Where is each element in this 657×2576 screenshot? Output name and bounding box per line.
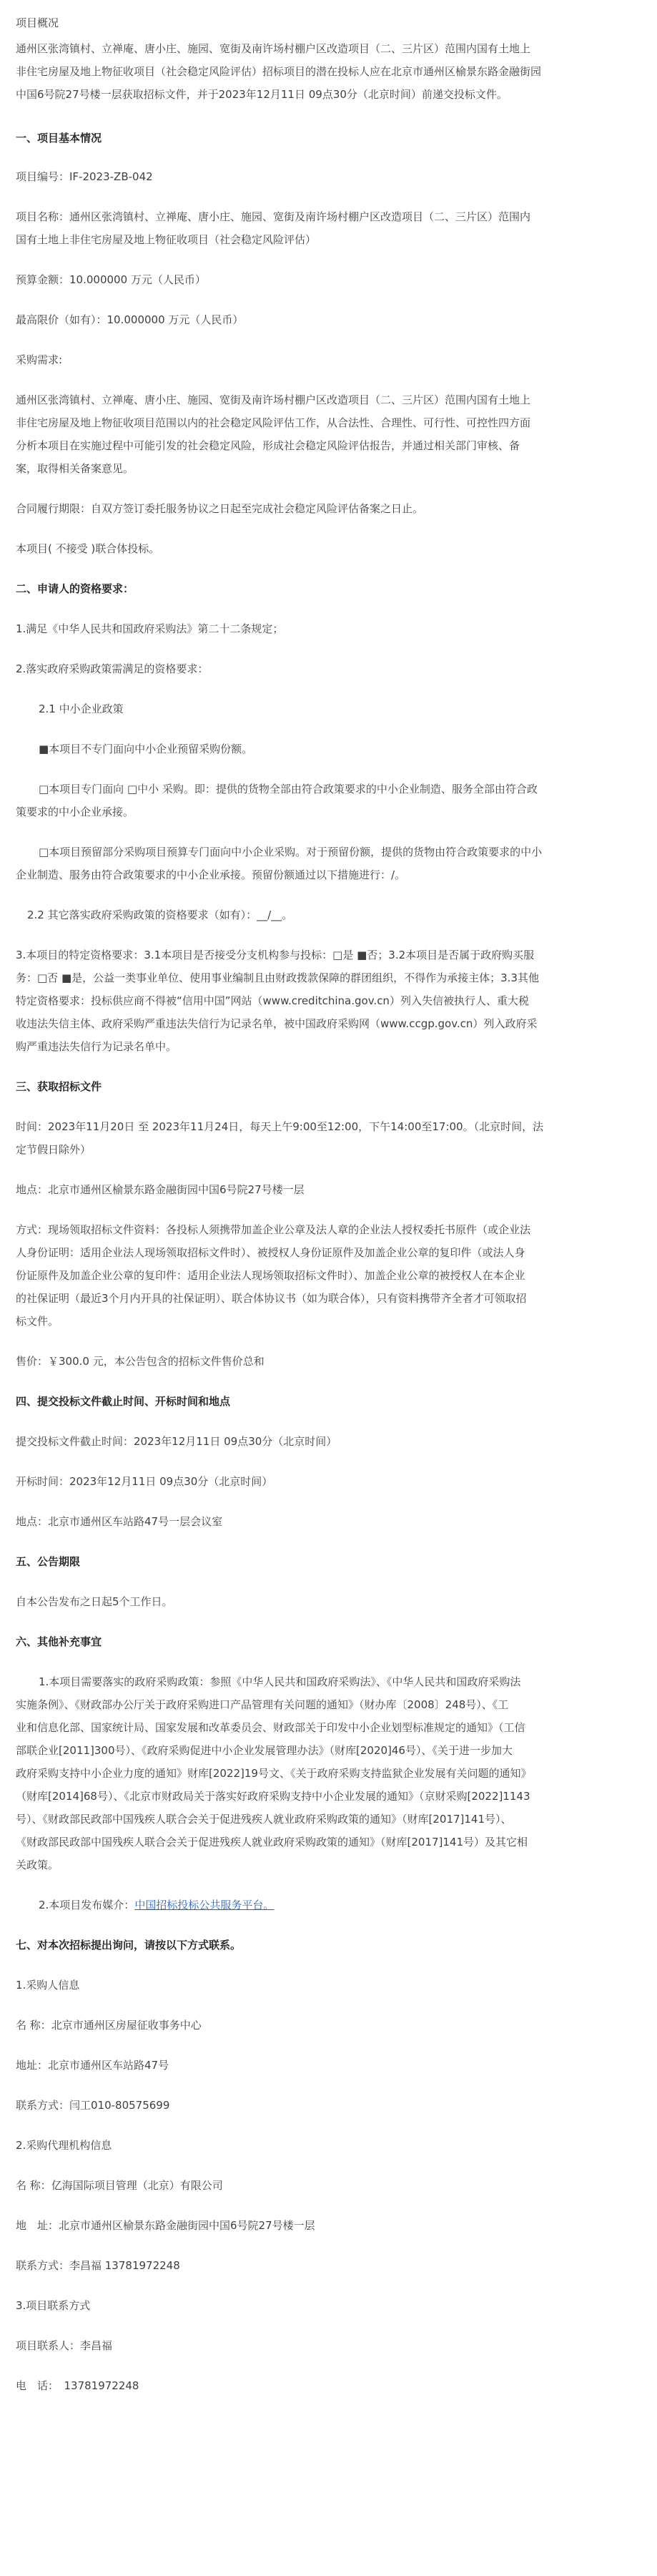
budget-amount: 预算金额：10.000000 万元（人民币） [16, 273, 206, 286]
project-name: 国有土地上非住宅房屋及地上物征收项目（社会稳定风险评估） [16, 233, 317, 246]
opening-time: 开标时间：2023年12月11日 09点30分（北京时间） [16, 1475, 273, 1488]
opening-location: 地点：北京市通州区车站路47号一层会议室 [16, 1515, 223, 1528]
qualification-item: 1.满足《中华人民共和国政府采购法》第二十二条规定； [16, 622, 284, 635]
purchaser-address: 地址：北京市通州区车站路47号 [16, 2059, 169, 2072]
overview-text: 通州区张湾镇村、立禅庵、唐小庄、施园、宽街及南许场村棚户区改造项目（二、三片区）范围内国有土地上 [16, 42, 531, 55]
sme-policy-option: 策要求的中小企业承接。 [16, 805, 134, 818]
contact-subheading: 1.采购人信息 [16, 1979, 80, 1992]
agency-contact: 联系方式：李昌福 13781972248 [16, 2259, 180, 2272]
document-location: 地点：北京市通州区榆景东路金融街园中国6号院27号楼一层 [16, 1183, 305, 1196]
document-time: 定节假日除外） [16, 1143, 92, 1156]
section-heading: 三、获取招标文件 [16, 1080, 102, 1093]
overview-label: 项目概况 [16, 16, 59, 29]
specific-requirement: 收违法失信主体、政府采购严重违法失信行为记录名单，被中国政府采购网（www.ccgp.gov.cn）列入政府采 [16, 1017, 538, 1030]
document-method: 人身份证明：适用企业法人现场领取招标文件时）、被授权人身份证原件及加盖企业公章的复印件（或法人身 [16, 1246, 525, 1259]
max-price: 最高限价（如有）：10.000000 万元（人民币） [16, 313, 244, 326]
section-heading: 七、对本次招标提出询问，请按以下方式联系。 [16, 1939, 242, 1951]
section-heading: 二、申请人的资格要求： [16, 582, 134, 595]
procurement-requirement-text: 案，取得相关备案意见。 [16, 462, 134, 475]
sme-policy-option: □本项目专门面向 □中小 采购。即：提供的货物全部由符合政策要求的中小企业制造、服务全部由符合政 [39, 783, 538, 795]
sme-policy-heading: 2.1 中小企业政策 [39, 702, 124, 715]
specific-requirement: 3.本项目的特定资格要求：3.1本项目是否接受分支机构参与投标：□是 ■否；3.2本项目是否属于政府购买服 [16, 949, 535, 961]
sme-policy-option: □本项目预留部分采购项目预算专门面向中小企业采购。对于预留份额，提供的货物由符合政策要求的中小 [39, 846, 543, 858]
policy-text: 政府采购支持中小企业力度的通知》财库[2022]19号文、《关于政府采购支持监狱企业发展有关问题的通知》 [16, 1767, 532, 1780]
document-time: 时间：2023年11月20日 至 2023年11月24日，每天上午9:00至12:00，下午14:00至17:00。（北京时间，法 [16, 1120, 544, 1133]
policy-text: 号）、《财政部民政部中国残疾人联合会关于促进残疾人就业政府采购政策的通知》（财库[2017]141号）、 [16, 1813, 512, 1826]
project-contact-phone: 电 话： 13781972248 [16, 2379, 139, 2392]
document-method: 方式：现场领取招标文件资料：各投标人须携带加盖企业公章及法人章的企业法人授权委托书原件（或企业法 [16, 1223, 531, 1236]
section-heading: 六、其他补充事宜 [16, 1635, 102, 1648]
policy-text: 关政策。 [16, 1858, 59, 1871]
section-heading: 五、公告期限 [16, 1555, 81, 1568]
contact-subheading: 3.项目联系方式 [16, 2299, 91, 2312]
purchaser-name: 名 称：北京市通州区房屋征收事务中心 [16, 2019, 202, 2032]
section-heading: 四、提交投标文件截止时间、开标时间和地点 [16, 1395, 231, 1408]
specific-requirement: 购严重违法失信行为记录名单中。 [16, 1040, 177, 1053]
project-contact-person: 项目联系人：李昌福 [16, 2339, 113, 2352]
sme-policy-option: ■本项目不专门面向中小企业预留采购份额。 [39, 743, 253, 755]
procurement-requirement-text: 非住宅房屋及地上物征收项目范围以内的社会稳定风险评估工作，从合法性、合理性、可行性、可控性四方面 [16, 416, 531, 429]
consortium-bid: 本项目( 不接受 )联合体投标。 [16, 542, 160, 555]
document-method: 的社保证明（最近3个月内开具的社保证明）、联合体协议书（如为联合体），只有资料携带齐全者才可领取招 [16, 1292, 527, 1305]
project-name: 项目名称：通州区张湾镇村、立禅庵、唐小庄、施园、宽街及南许场村棚户区改造项目（二、三片区）范围内 [16, 210, 531, 223]
document-price: 售价：￥300.0 元，本公告包含的招标文件售价总和 [16, 1355, 265, 1368]
contract-period: 合同履行期限：自双方签订委托服务协议之日起至完成社会稳定风险评估备案之日止。 [16, 502, 424, 515]
document-method: 份证原件及加盖企业公章的复印件：适用企业法人现场领取招标文件时）、加盖企业公章的被授权人在本企业 [16, 1269, 525, 1282]
contact-subheading: 2.采购代理机构信息 [16, 2139, 112, 2152]
overview-text: 中国6号院27号楼一层获取招标文件，并于2023年12月11日 09点30分（北京时间）前递交投标文件。 [16, 88, 508, 101]
purchaser-contact: 联系方式：闫工010-80575699 [16, 2099, 170, 2112]
overview-text: 非住宅房屋及地上物征收项目（社会稳定风险评估）招标项目的潜在投标人应在北京市通州区榆景东路金融街园 [16, 65, 542, 78]
publish-media-label: 2.本项目发布媒介： [39, 1899, 135, 1911]
qualification-item: 2.落实政府采购政策需满足的资格要求： [16, 662, 209, 675]
procurement-requirement-text: 分析本项目在实施过程中可能引发的社会稳定风险，形成社会稳定风险评估报告，并通过相关部门审核、备 [16, 439, 520, 452]
procurement-requirement-label: 采购需求: [16, 353, 63, 366]
project-number: 项目编号：IF-2023-ZB-042 [16, 170, 153, 183]
notice-period: 自本公告发布之日起5个工作日。 [16, 1595, 173, 1608]
sme-policy-option: 企业制造、服务由符合政策要求的中小企业承接。预留份额通过以下措施进行：/。 [16, 868, 406, 881]
bid-deadline: 提交投标文件截止时间：2023年12月11日 09点30分（北京时间） [16, 1435, 337, 1448]
section-heading: 一、项目基本情况 [16, 132, 102, 145]
agency-name: 名 称：亿海国际项目管理（北京）有限公司 [16, 2179, 223, 2192]
policy-text: 《财政部民政部中国残疾人联合会关于促进残疾人就业政府采购政策的通知》（财库[2017]141号）及其它相 [16, 1836, 528, 1848]
policy-text: 部联企业[2011]300号）、《政府采购促进中小企业发展管理办法》（财库[2020]46号）、《关于进一步加大 [16, 1744, 513, 1757]
policy-text: 1.本项目需要落实的政府采购政策：参照《中华人民共和国政府采购法》、《中华人民共和国政府采购法 [39, 1675, 521, 1688]
policy-text: 业和信息化部、国家统计局、国家发展和改革委员会、财政部关于印发中小企业划型标准规定的通知》（工信 [16, 1721, 525, 1734]
specific-requirement: 特定资格要求：投标供应商不得被“信用中国”网站（www.creditchina.gov.cn）列入失信被执行人、重大税 [16, 994, 529, 1007]
other-policy-requirement: 2.2 其它落实政府采购政策的资格要求（如有）：__/__。 [27, 909, 293, 921]
policy-text: （财库[2014]68号）、《北京市财政局关于落实好政府采购支持中小企业发展的通知》（京财采购[2022]1143 [16, 1790, 530, 1803]
specific-requirement: 务：□否 ■是，公益一类事业单位、使用事业编制且由财政拨款保障的群团组织，不得作为承接主体；3.3其他 [16, 971, 539, 984]
policy-text: 实施条例》、《财政部办公厅关于政府采购进口产品管理有关问题的通知》（财办库〔2008〕248号）、《工 [16, 1698, 509, 1711]
publish-media-line [39, 1898, 274, 1912]
document-method: 标文件。 [16, 1315, 59, 1328]
publish-media-link[interactable]: 中国招标投标公共服务平台。 [134, 1899, 275, 1911]
procurement-requirement-text: 通州区张湾镇村、立禅庵、唐小庄、施园、宽街及南许场村棚户区改造项目（二、三片区）范围内国有土地上 [16, 393, 531, 406]
agency-address: 地 址：北京市通州区榆景东路金融街园中国6号院27号楼一层 [16, 2219, 315, 2232]
